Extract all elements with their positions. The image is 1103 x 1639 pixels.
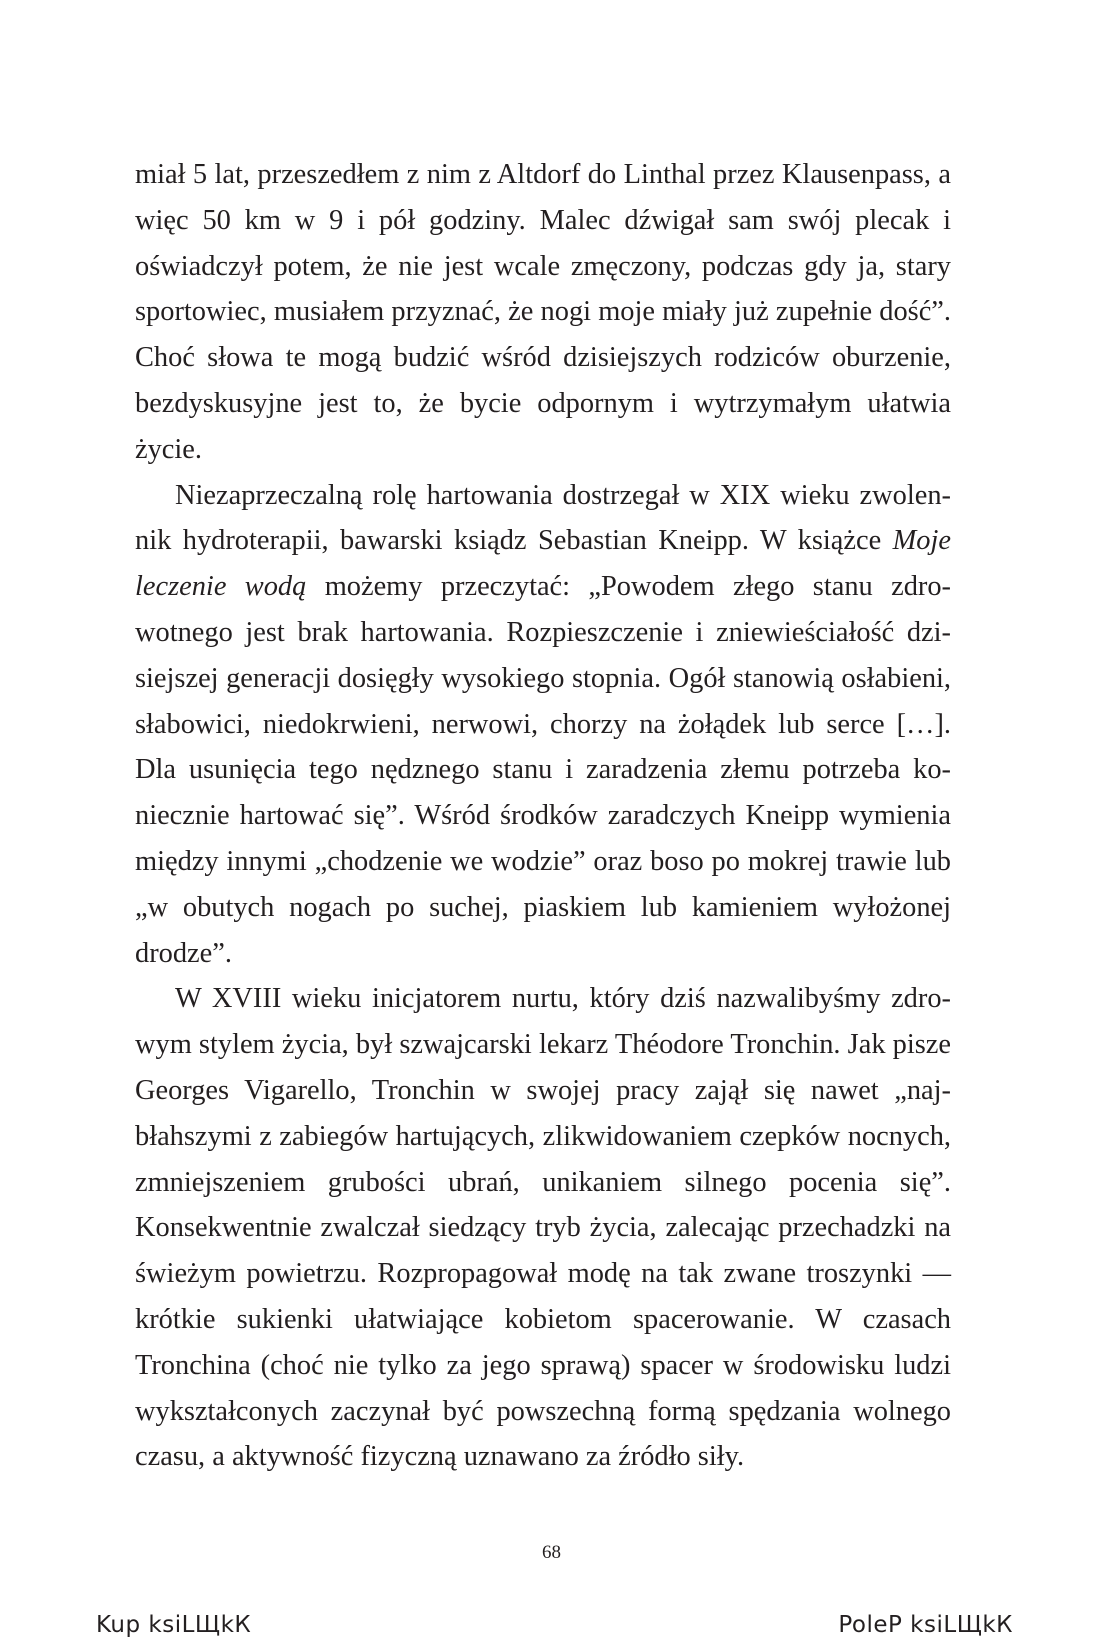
book-title: Moje leczenie wodą (135, 525, 951, 603)
paragraph-1: miał 5 lat, przeszedłem z nim z Altdorf do Linthal przez Klausenpass, a więc 50 km w 9 i pół godziny. Malec dźwigał sam swój plecak i oświadczył potem, że nie jest wcale zmęczony, podczas gdy ja, stary sportowiec, musiałem przyznać, że nogi moje miały już zupełnie dość”. Choć słowa te mogą budzić wśród dzisiejszych rodziców oburzenie, bezdyskusyjne jest to, że bycie odpornym i wytrzymałym ułatwia życie. (135, 159, 951, 465)
paragraph-3: W XVIII wieku inicjatorem nurtu, który dziś nazwalibyśmy zdrowym stylem życia, był szwajcarski lekarz Théodore Tronchin. Jak pisze Georges Vigarello, Tronchin w swojej pracy zajął się nawet „najbłahszymi z zabiegów hartujących, zlikwidowaniem czepków nocnych, zmniejszeniem grubości ubrań, unikaniem silnego pocenia się”. Konsekwentnie zwalczał siedzący tryb życia, zalecając przechadzki na świeżym powietrzu. Rozpropagował modę na tak zwane troszynki — krótkie sukienki ułatwiające kobietom spacerowanie. W czasach Tronchina (choć nie tylko za jego sprawą) spacer w środowisku ludzi wykształconych zaczynał być powszechną formą spędzania wolnego czasu, a aktywność fizyczną uznawano za źródło siły. (135, 983, 951, 1473)
body-text (135, 152, 951, 1480)
paragraph-2-text-before: Niezaprzeczalną rolę hartowania dostrzegał w XIX wieku zwolennik hydroterapii, bawarski ksiądz Sebastian Kneipp. W książce (135, 479, 951, 557)
paragraph-2-text-after: możemy przeczytać: „Powodem złego stanu zdrowotnego jest brak hartowania. Rozpieszczenie i zniewieściałość dzisiejszej generacji dosięgły wysokiego stopnia. Ogół stanowią osłabieni, słabowici, niedokrwieni, nerwowi, chorzy na żołądek lub serce […]. Dla usunięcia tego nędznego stanu i zaradzenia złemu potrzeba koniecznie hartować się”. Wśród środków zaradczych Kneipp wymienia między innymi „chodzenie we wodzie” oraz boso po mokrej trawie lub „w obutych nogach po suchej, piaskiem lub kamieniem wyłożonej drodze”. (135, 571, 952, 969)
recommend-book-link[interactable]: PoleР ksiLЩkК (838, 1612, 1013, 1638)
buy-book-link[interactable]: Kup ksiLЩkК (96, 1612, 252, 1638)
page-number: 68 (542, 1542, 561, 1563)
paragraph-2 (135, 473, 951, 977)
